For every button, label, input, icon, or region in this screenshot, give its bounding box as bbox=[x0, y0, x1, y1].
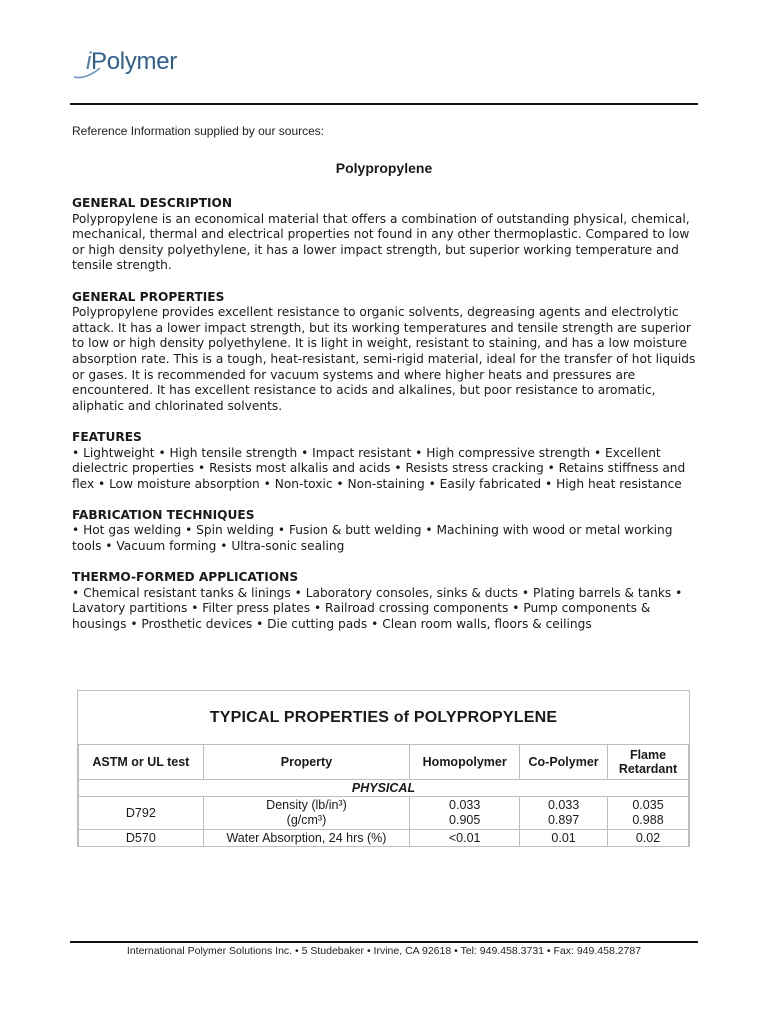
cell-flame-retardant: 0.035 0.988 bbox=[608, 797, 689, 830]
section-fabrication-techniques bbox=[72, 508, 700, 555]
table-title: TYPICAL PROPERTIES of POLYPROPYLENE bbox=[209, 709, 558, 726]
section-body: • Lightweight • High tensile strength • Impact resistant • High compressive strength • Excellent dielectric properties • Resists most alkalis and acids • Resists stress cracking • Retains stiffness and flex • Low moisture absorption • Non-toxic • Non-staining • Easily fabricated • High heat resistance bbox=[72, 445, 686, 491]
section-general-description bbox=[72, 196, 700, 274]
table-group-row bbox=[79, 780, 689, 797]
section-heading: FEATURES bbox=[72, 429, 142, 444]
section-thermo-formed-applications bbox=[72, 570, 700, 632]
table-row bbox=[79, 830, 689, 847]
section-heading: FABRICATION TECHNIQUES bbox=[72, 507, 255, 522]
header-homopolymer: Homopolymer bbox=[410, 745, 520, 780]
properties-table-container bbox=[77, 690, 690, 847]
header-divider bbox=[70, 103, 698, 105]
header-co-polymer: Co-Polymer bbox=[520, 745, 608, 780]
footer-divider bbox=[70, 941, 698, 943]
section-body: Polypropylene provides excellent resistance to organic solvents, degreasing agents and electrolytic attack. It has a lower impact strength, but its working temperatures and tensile strength are superior to low or high density polyethylene. It is light in weight, resistant to staining, and has a low moisture absorption rate. This is a tough, heat-resistant, semi-rigid material, ideal for the transfer of hot liquids or gases. It is recommended for vacuum systems and where higher heats and pressures are encountered. It has excellent resistance to acids and alkalines, but poor resistance to aromatic, aliphatic and chlorinated solvents. bbox=[72, 305, 696, 413]
properties-table bbox=[78, 744, 689, 847]
section-general-properties bbox=[72, 290, 700, 415]
header-property: Property bbox=[203, 745, 410, 780]
cell-test: D570 bbox=[79, 830, 204, 847]
section-heading: GENERAL DESCRIPTION bbox=[72, 196, 233, 210]
cell-homopolymer: <0.01 bbox=[410, 830, 520, 847]
table-header-row bbox=[79, 745, 689, 780]
footer-contact: International Polymer Solutions Inc. • 5 Studebaker • Irvine, CA 92618 • Tel: 949.458.3731 • Fax: 949.458.2787 bbox=[126, 945, 642, 957]
logo-swoosh-icon bbox=[72, 66, 102, 80]
section-body: • Hot gas welding • Spin welding • Fusion & butt welding • Machining with wood or metal working tools • Vacuum forming • Ultra-sonic sealing bbox=[72, 523, 673, 554]
logo-wordmark: iPolymer bbox=[86, 48, 177, 75]
cell-co-polymer: 0.033 0.897 bbox=[520, 797, 608, 830]
header-flame-retardant: Flame Retardant bbox=[608, 745, 689, 780]
document-title: Polypropylene bbox=[335, 160, 433, 176]
reference-note: Reference Information supplied by our sources: bbox=[72, 124, 325, 138]
cell-flame-retardant: 0.02 bbox=[608, 830, 689, 847]
section-features bbox=[72, 430, 700, 492]
section-body: • Chemical resistant tanks & linings • Laboratory consoles, sinks & ducts • Plating barrels & tanks • Lavatory partitions • Filter press plates • Railroad crossing components • Pump components & housings • Prosthetic devices • Die cutting pads • Clean room walls, floors & ceilings bbox=[72, 585, 683, 632]
table-row bbox=[79, 797, 689, 830]
cell-property: Water Absorption, 24 hrs (%) bbox=[203, 830, 410, 847]
section-heading: GENERAL PROPERTIES bbox=[72, 289, 225, 304]
document-body bbox=[72, 196, 700, 648]
cell-property: Density (lb/in³) (g/cm³) bbox=[203, 797, 410, 830]
group-label-physical: PHYSICAL bbox=[79, 780, 689, 797]
section-body: Polypropylene is an economical material that offers a combination of outstanding physical, chemical, mechanical, thermal and electrical properties not found in any other thermoplastic. Compared to low or high density polyethylene, it has a lower impact strength, but superior working temperature and tensile strength. bbox=[72, 211, 690, 273]
cell-co-polymer: 0.01 bbox=[520, 830, 608, 847]
header-astm-test: ASTM or UL test bbox=[79, 745, 204, 780]
cell-test: D792 bbox=[79, 797, 204, 830]
section-heading: THERMO-FORMED APPLICATIONS bbox=[72, 570, 299, 585]
cell-homopolymer: 0.033 0.905 bbox=[410, 797, 520, 830]
